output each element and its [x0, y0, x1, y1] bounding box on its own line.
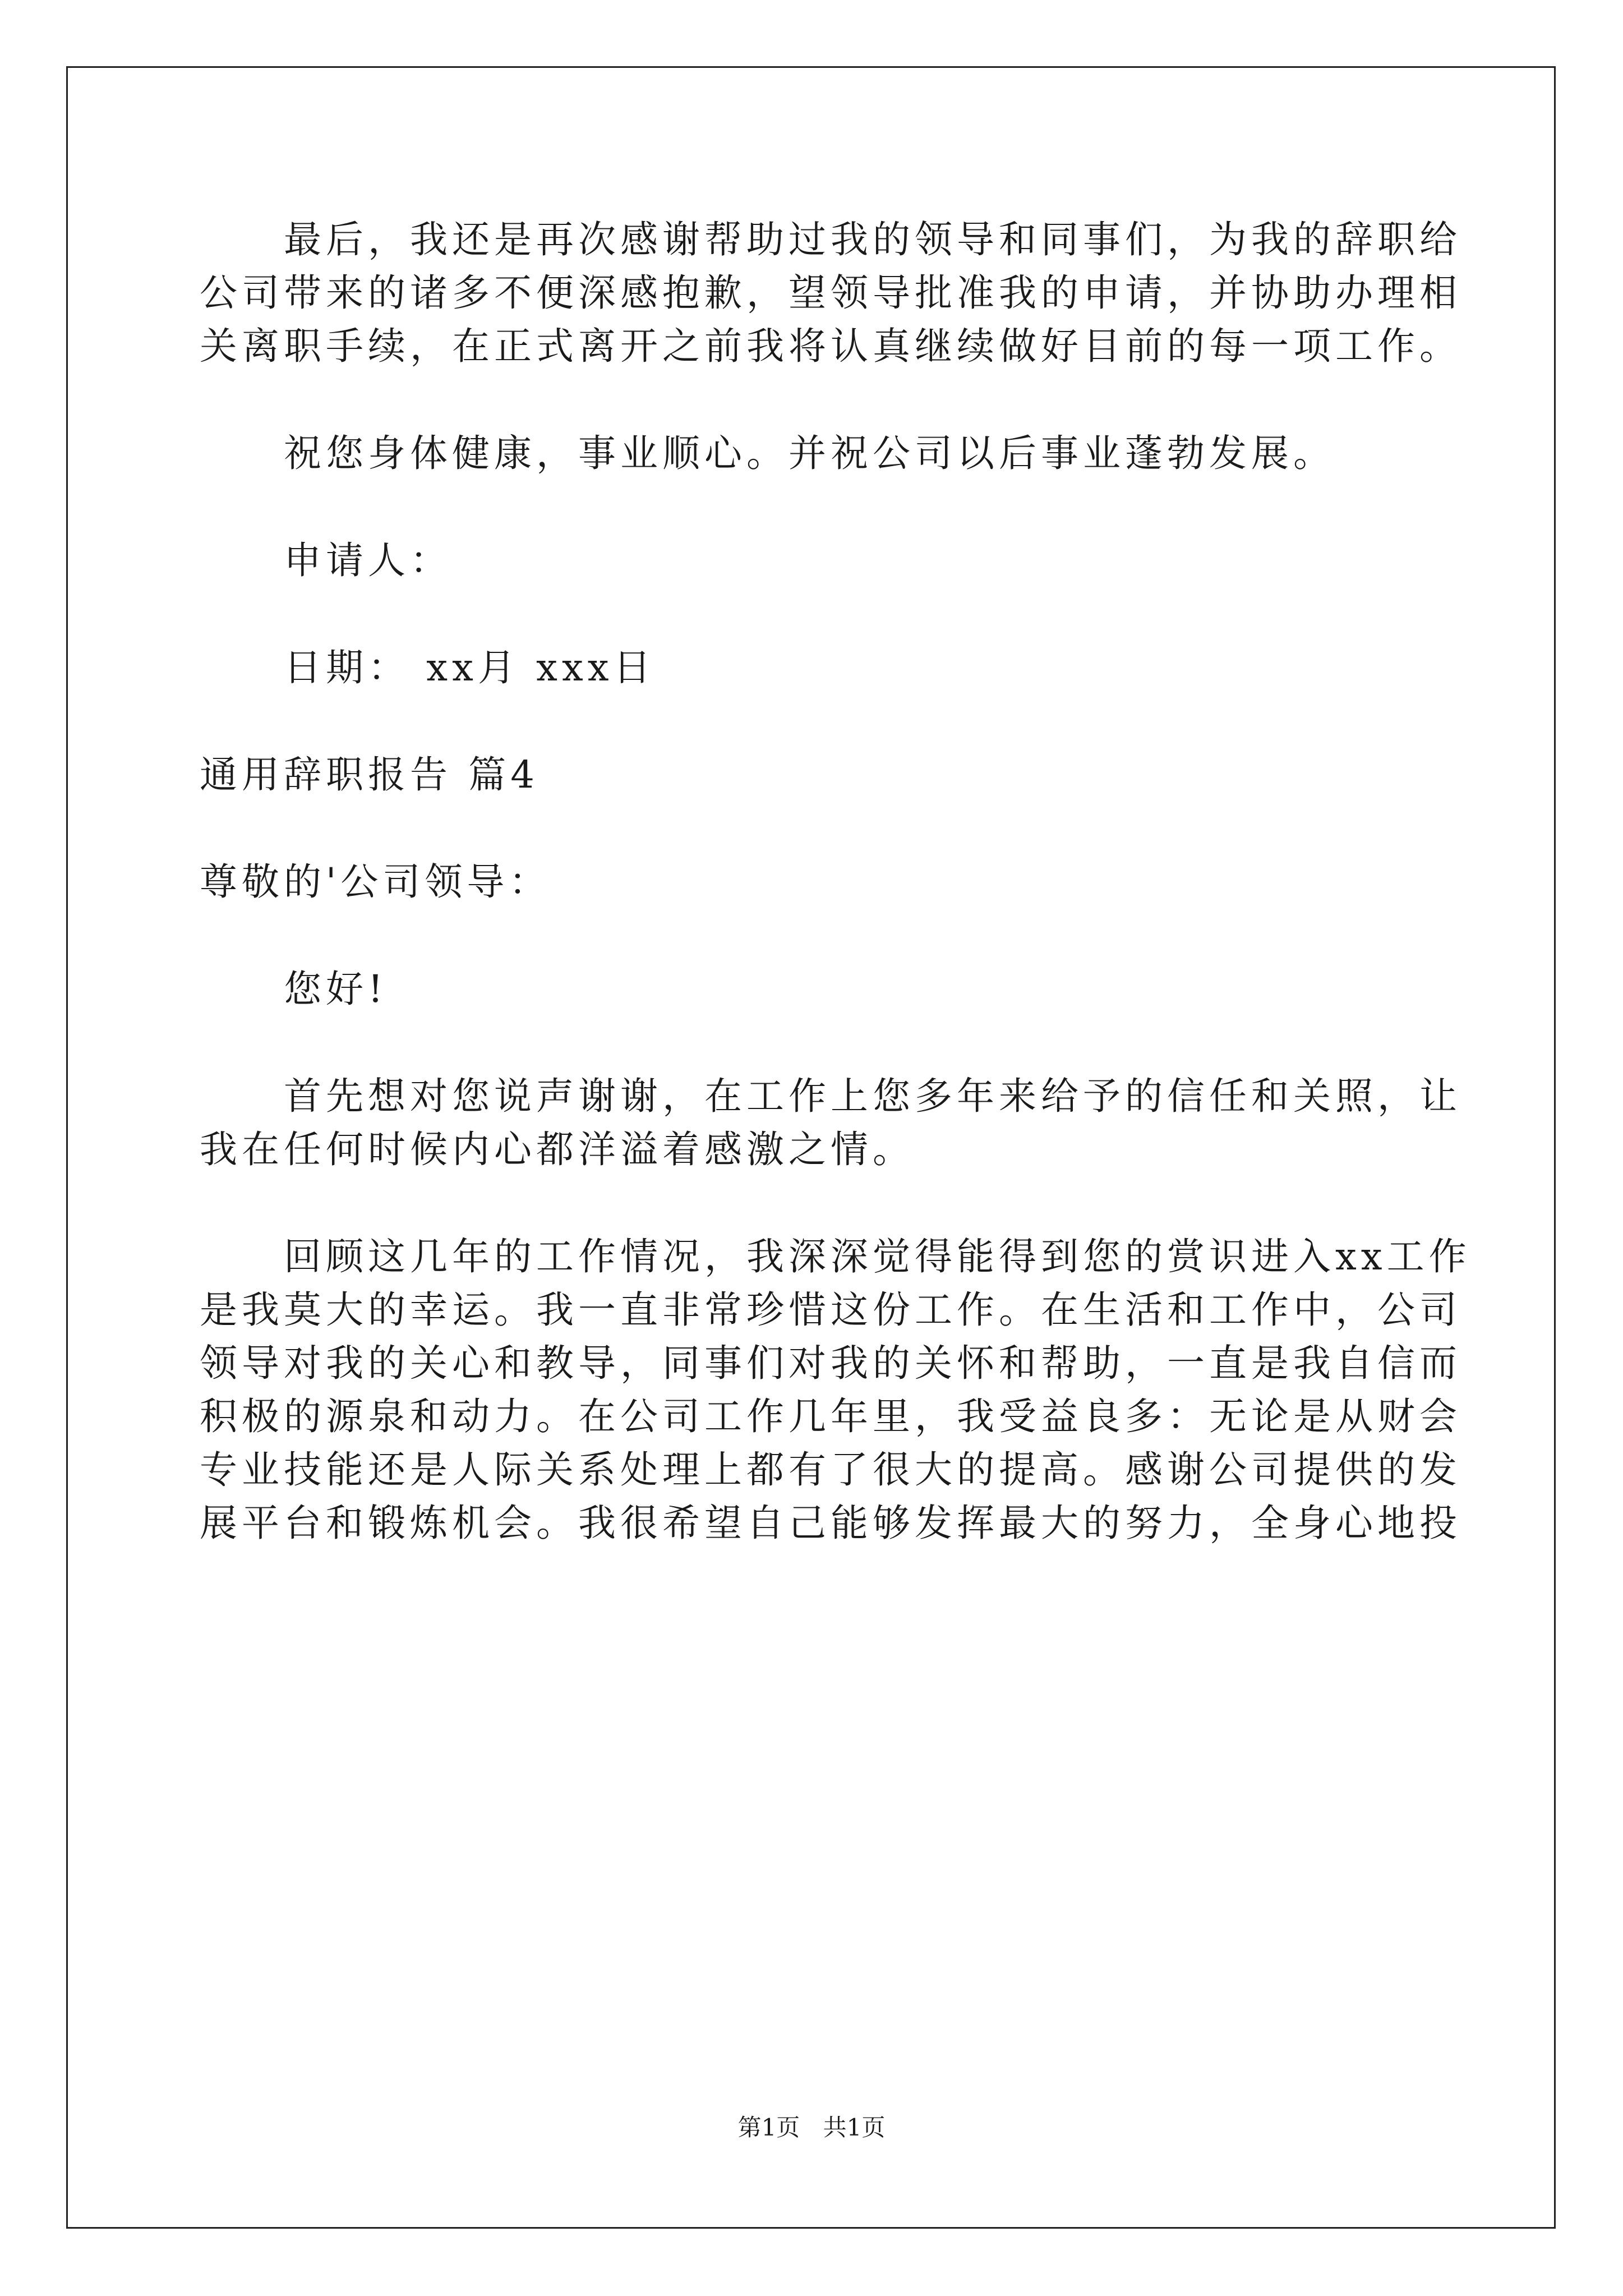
greeting	[200, 963, 1433, 1016]
greeting-line: 您好!	[284, 967, 388, 1011]
text-line: 领导对我的关心和教导，同事们对我的关怀和帮助，一直是我自信而	[200, 1341, 1461, 1385]
text-line: 首先想对您说声谢谢，在工作上您多年来给予的信任和关照，让	[284, 1074, 1461, 1118]
paragraph-closing-thanks	[200, 213, 1461, 373]
page-total: 共1页	[823, 2114, 886, 2141]
text-line: 公司带来的诸多不便深感抱歉，望领导批准我的申请，并协助办理相	[200, 271, 1461, 315]
page-footer	[0, 2114, 1623, 2142]
paragraph-applicant	[200, 534, 1433, 587]
text-line: 关离职手续，在正式离开之前我将认真继续做好目前的每一项工作。	[200, 324, 1461, 368]
paragraph-review	[200, 1230, 1471, 1550]
text-line: 祝您身体健康，事业顺心。并祝公司以后事业蓬勃发展。	[284, 431, 1335, 475]
paragraph-gratitude	[200, 1070, 1461, 1176]
section-title: 通用辞职报告 篇4	[200, 753, 539, 797]
date-line: 日期： xx月 xxx日	[284, 646, 656, 689]
text-line: 专业技能还是人际关系处理上都有了很大的提高。感谢公司提供的发	[200, 1448, 1461, 1492]
salutation	[200, 855, 1433, 909]
salutation-line: 尊敬的'公司领导：	[200, 860, 551, 904]
section-heading	[200, 748, 1433, 802]
paragraph-wishes	[200, 427, 1433, 480]
text-line: 展平台和锻炼机会。我很希望自己能够发挥最大的努力，全身心地投	[200, 1501, 1461, 1545]
applicant-label: 申请人：	[284, 539, 452, 582]
document-body	[200, 213, 1471, 1550]
text-line: 最后，我还是再次感谢帮助过我的领导和同事们，为我的辞职给	[284, 218, 1461, 261]
text-line: 我在任何时候内心都洋溢着感激之情。	[200, 1128, 915, 1171]
paragraph-date	[200, 641, 1433, 694]
page-number: 第1页	[737, 2114, 800, 2141]
text-line: 积极的源泉和动力。在公司工作几年里，我受益良多：无论是从财会	[200, 1395, 1461, 1438]
text-line: 回顾这几年的工作情况，我深深觉得能得到您的赏识进入xx工作	[284, 1235, 1471, 1278]
text-line: 是我莫大的幸运。我一直非常珍惜这份工作。在生活和工作中，公司	[200, 1288, 1461, 1332]
